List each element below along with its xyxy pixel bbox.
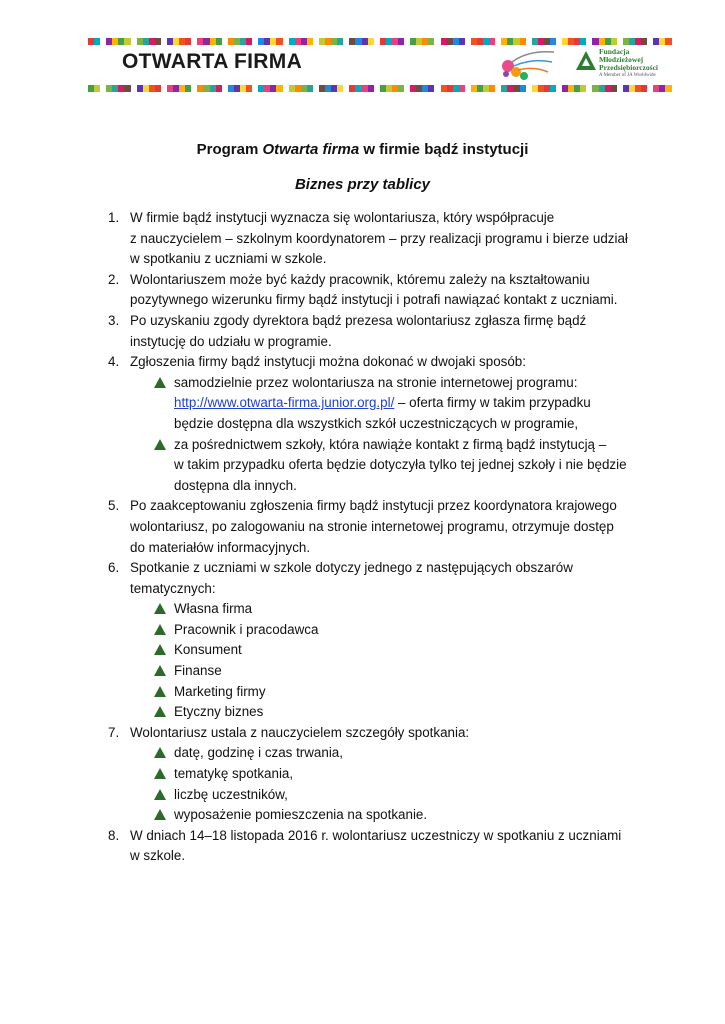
sub-item-text: wyposażenie pomieszczenia na spotkanie. bbox=[174, 807, 428, 823]
sub-list bbox=[108, 599, 638, 723]
colorful-swirl-logo-icon bbox=[498, 46, 560, 82]
item-number: 5. bbox=[108, 498, 120, 514]
header-banner bbox=[88, 38, 672, 94]
sub-list-item bbox=[108, 620, 638, 641]
green-triangle-bullet-icon bbox=[154, 439, 166, 450]
green-triangle-bullet-icon bbox=[154, 706, 166, 717]
sub-list-item bbox=[108, 435, 638, 497]
list-item bbox=[108, 270, 638, 311]
sub-list-item bbox=[108, 373, 638, 435]
item-number: 3. bbox=[108, 312, 120, 328]
ja-tree-icon bbox=[575, 50, 597, 72]
item-number: 6. bbox=[108, 560, 120, 576]
sub-list-item bbox=[108, 682, 638, 703]
sub-list-item bbox=[108, 785, 638, 806]
sub-item-text: tematykę spotkania, bbox=[174, 766, 294, 782]
item-text: Wolontariusz ustala z nauczycielem szczegóły spotkania: bbox=[130, 724, 470, 740]
ja-foundation-logo bbox=[575, 48, 675, 84]
green-triangle-bullet-icon bbox=[154, 768, 166, 779]
sub-item-text: Finanse bbox=[174, 663, 222, 679]
sub-list-item bbox=[108, 702, 638, 723]
decorative-stripe-bottom bbox=[88, 85, 672, 92]
sub-item-text: samodzielnie przez wolontariusza na stronie internetowej programu: bbox=[174, 374, 578, 390]
item-text: Spotkanie z uczniami w szkole dotyczy jednego z następujących obszarów tematycznych: bbox=[130, 560, 573, 596]
item-text: Zgłoszenia firmy bądź instytucji można dokonać w dwojaki sposób: bbox=[130, 354, 526, 370]
brand-title: OTWARTA FIRMA bbox=[122, 50, 303, 73]
green-triangle-bullet-icon bbox=[154, 747, 166, 758]
numbered-list bbox=[108, 208, 638, 867]
sub-item-text: Etyczny biznes bbox=[174, 704, 264, 720]
ja-member-text: A Member of JA Worldwide bbox=[599, 73, 656, 78]
sub-list-item bbox=[108, 805, 638, 826]
item-text: Po uzyskaniu zgody dyrektora bądź prezesa wolontariusz zgłasza firmę bądź instytucję do udziału w programie. bbox=[130, 312, 587, 349]
item-text: W dniach 14–18 listopada 2016 r. wolontariusz uczestniczy w spotkaniu z uczniami w szkole. bbox=[130, 827, 622, 864]
item-number: 7. bbox=[108, 724, 120, 740]
document-title: Program Otwarta firma w firmie bądź instytucji bbox=[196, 141, 529, 158]
item-number: 4. bbox=[108, 354, 120, 370]
sub-item-text-after: – oferta firmy w takim przypadku będzie dostępna dla wszystkich szkół uczestniczących w programie, bbox=[174, 395, 591, 431]
item-number: 8. bbox=[108, 827, 120, 843]
item-text: W firmie bądź instytucji wyznacza się wolontariusza, który współpracuje z nauczycielem – szkolnym koordynatorem – przy realizacji programu i bierze udział w spotkaniu z uczniami w szkole. bbox=[130, 210, 628, 267]
green-triangle-bullet-icon bbox=[154, 809, 166, 820]
document-body bbox=[108, 208, 638, 867]
list-item bbox=[108, 496, 638, 558]
list-item bbox=[108, 352, 638, 496]
decorative-stripe-top bbox=[88, 38, 672, 45]
sub-list-item bbox=[108, 743, 638, 764]
sub-list-item bbox=[108, 599, 638, 620]
sub-list-item bbox=[108, 764, 638, 785]
sub-item-text: liczbę uczestników, bbox=[174, 786, 288, 802]
item-text: Wolontariuszem może być każdy pracownik, któremu zależy na kształtowaniu pozytywnego wizerunku firmy bądź instytucji i potrafi nawiązać kontakt z uczniami. bbox=[130, 271, 618, 308]
item-text: Po zaakceptowaniu zgłoszenia firmy bądź instytucji przez koordynatora krajowego wolontariusz, po zalogowaniu na stronie internetowej programu, otrzymuje dostęp do materiałów informacyjnych. bbox=[130, 498, 617, 555]
program-website-link[interactable]: http://www.otwarta-firma.junior.org.pl/ bbox=[174, 395, 395, 411]
green-triangle-bullet-icon bbox=[154, 377, 166, 388]
sub-item-text: Marketing firmy bbox=[174, 683, 266, 699]
green-triangle-bullet-icon bbox=[154, 665, 166, 676]
list-item bbox=[108, 826, 638, 867]
green-triangle-bullet-icon bbox=[154, 644, 166, 655]
green-triangle-bullet-icon bbox=[154, 686, 166, 697]
green-triangle-bullet-icon bbox=[154, 603, 166, 614]
ja-org-name: Fundacja Młodzieżowej Przedsiębiorczości bbox=[599, 47, 659, 72]
green-triangle-bullet-icon bbox=[154, 624, 166, 635]
sub-list-item bbox=[108, 661, 638, 682]
sub-list bbox=[108, 373, 638, 497]
list-item bbox=[108, 723, 638, 826]
document-subtitle: Biznes przy tablicy bbox=[294, 176, 431, 193]
sub-item-text: datę, godzinę i czas trwania, bbox=[174, 745, 343, 761]
sub-list bbox=[108, 743, 638, 825]
sub-list-item bbox=[108, 640, 638, 661]
sub-item-text: za pośrednictwem szkoły, która nawiąże kontakt z firmą bądź instytucją – w takim przypadku oferta będzie dotyczyła tylko tej jednej szkoły i nie będzie dostępna dla innych. bbox=[174, 436, 627, 493]
list-item bbox=[108, 558, 638, 723]
list-item bbox=[108, 311, 638, 352]
list-item bbox=[108, 208, 638, 270]
sub-item-text: Własna firma bbox=[174, 601, 253, 617]
sub-item-text: Pracownik i pracodawca bbox=[174, 621, 319, 637]
item-number: 2. bbox=[108, 271, 120, 287]
item-number: 1. bbox=[108, 210, 120, 225]
green-triangle-bullet-icon bbox=[154, 789, 166, 800]
sub-item-text: Konsument bbox=[174, 642, 242, 658]
